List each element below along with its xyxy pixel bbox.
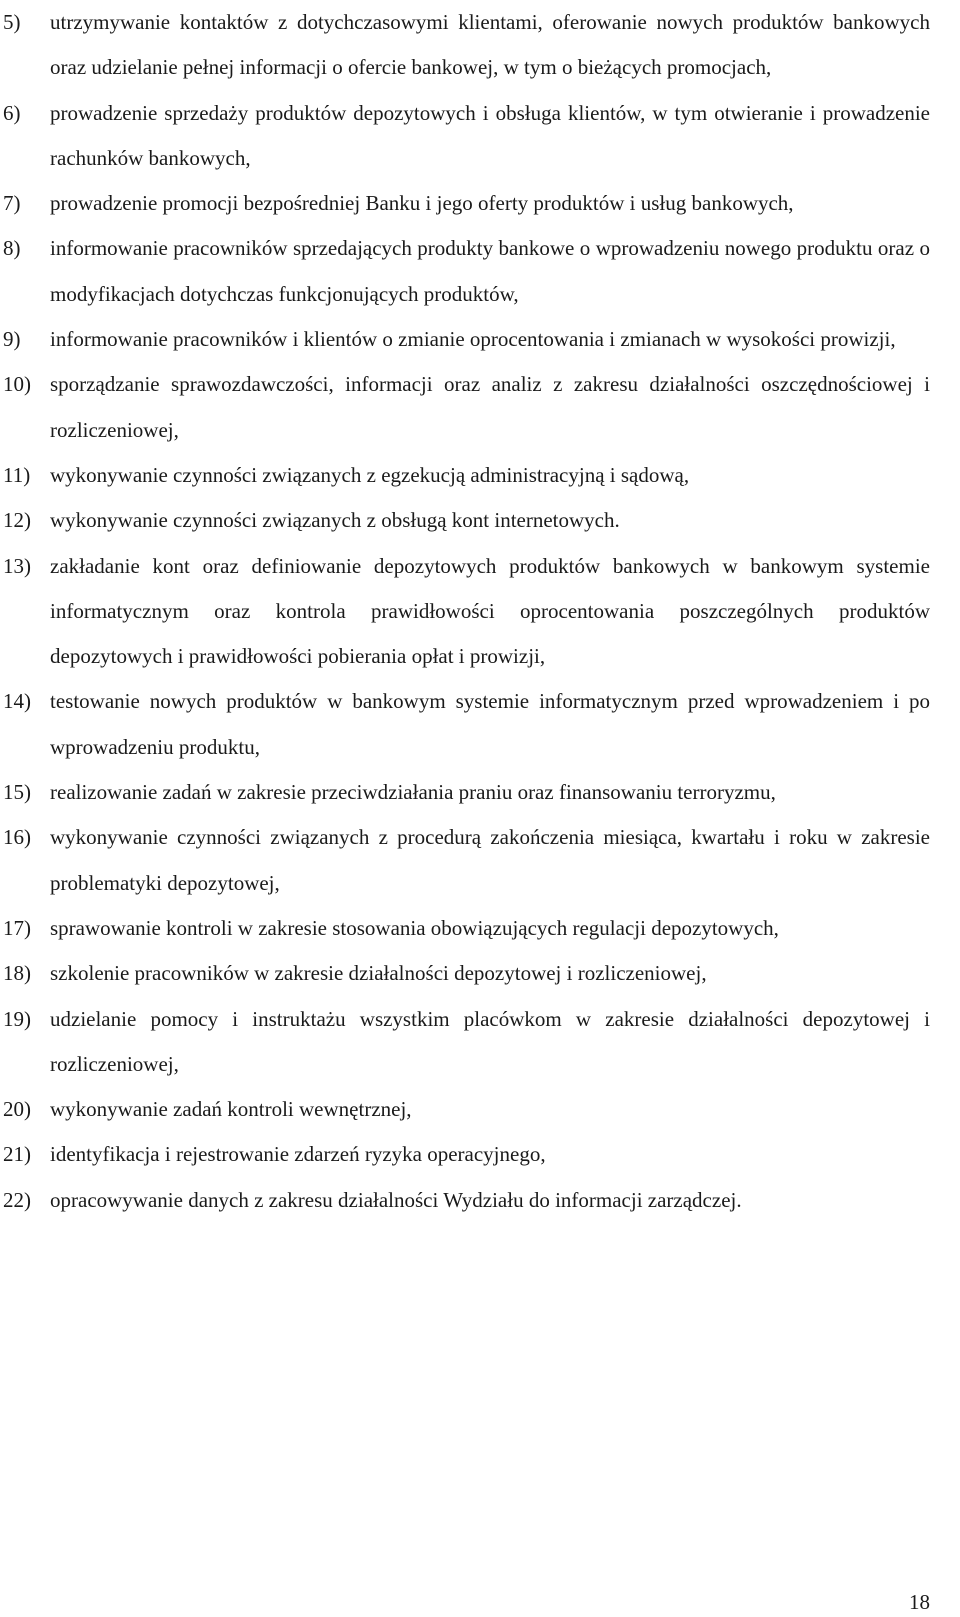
list-item-number: 14)	[3, 689, 31, 714]
list-item	[0, 453, 960, 498]
list-item-text: prowadzenie sprzedaży produktów depozytowych i obsługa klientów, w tym otwieranie i prowadzenie rachunków bankowych,	[50, 100, 930, 170]
list-item-number: 5)	[3, 10, 21, 34]
list-item-text: wykonywanie czynności związanych z obsługą kont internetowych.	[50, 508, 620, 533]
list-item-number: 15)	[3, 780, 31, 805]
list-item-number: 19)	[3, 1006, 31, 1031]
list-item	[0, 498, 960, 543]
list-item-number: 10)	[3, 372, 31, 397]
list-item	[0, 91, 960, 182]
list-item-number: 8)	[3, 236, 21, 261]
list-item	[0, 997, 960, 1088]
list-item-number: 21)	[3, 1142, 31, 1167]
list-item-text: informowanie pracowników sprzedających produkty bankowe o wprowadzeniu nowego produktu oraz o modyfikacjach dotychczas funkcjonujących produktów,	[50, 236, 930, 306]
list-item-text: opracowywanie danych z zakresu działalności Wydziału do informacji zarządczej.	[50, 1187, 742, 1212]
list-item	[0, 770, 960, 815]
page-number: 18	[909, 1590, 930, 1614]
list-item-number: 16)	[3, 825, 31, 850]
list-item-text: testowanie nowych produktów w bankowym systemie informatycznym przed wprowadzeniem i po wprowadzeniu produktu,	[50, 689, 930, 759]
list-item-text: wykonywanie czynności związanych z egzekucją administracyjną i sądową,	[50, 462, 690, 487]
list-item-text: szkolenie pracowników w zakresie działalności depozytowej i rozliczeniowej,	[50, 961, 707, 986]
list-item-number: 9)	[3, 327, 21, 352]
list-item-number: 11)	[3, 462, 31, 487]
list-item-text: prowadzenie promocji bezpośredniej Banku i jego oferty produktów i usług bankowych,	[50, 191, 794, 216]
list-item	[0, 1087, 960, 1132]
list-item-text: realizowanie zadań w zakresie przeciwdziałania praniu oraz finansowaniu terroryzmu,	[50, 780, 776, 805]
list-item-text: sporządzanie sprawozdawczości, informacji oraz analiz z zakresu działalności oszczędnościowej i rozliczeniowej,	[50, 372, 930, 442]
list-item-text: udzielanie pomocy i instruktażu wszystkim placówkom w zakresie działalności depozytowej i rozliczeniowej,	[50, 1006, 930, 1076]
list-item-text: wykonywanie czynności związanych z procedurą zakończenia miesiąca, kwartału i roku w zakresie problematyki depozytowej,	[50, 825, 930, 895]
list-item-number: 6)	[3, 100, 21, 125]
list-item	[0, 679, 960, 770]
list-item-number: 17)	[3, 915, 31, 940]
list-item	[0, 544, 960, 680]
list-item-number: 12)	[3, 508, 31, 533]
list-item-number: 20)	[3, 1097, 31, 1122]
list-item	[0, 906, 960, 951]
list-item-text: informowanie pracowników i klientów o zmianie oprocentowania i zmianach w wysokości prowizji,	[50, 327, 896, 352]
list-item	[0, 181, 960, 226]
list-item-number: 7)	[3, 191, 21, 216]
list-item-number: 18)	[3, 961, 31, 986]
list-item-text: identyfikacja i rejestrowanie zdarzeń ryzyka operacyjnego,	[50, 1142, 546, 1167]
list-item	[0, 0, 960, 91]
list-item-text: wykonywanie zadań kontroli wewnętrznej,	[50, 1097, 412, 1122]
list-item	[0, 1132, 960, 1177]
list-item-number: 22)	[3, 1187, 31, 1212]
list-item-text: zakładanie kont oraz definiowanie depozytowych produktów bankowych w bankowym systemie informatycznym oraz kontrola prawidłowości oprocentowania poszczególnych produktów depozytowych i prawidłowości pobierania opłat i prowizji,	[50, 553, 930, 669]
list-item-text: sprawowanie kontroli w zakresie stosowania obowiązujących regulacji depozytowych,	[50, 915, 779, 940]
list-item-text: utrzymywanie kontaktów z dotychczasowymi klientami, oferowanie nowych produktów bankowych oraz udzielanie pełnej informacji o ofercie bankowej, w tym o bieżących promocjach,	[50, 10, 930, 80]
list-item-number: 13)	[3, 553, 31, 578]
list-item	[0, 317, 960, 362]
list-item	[0, 362, 960, 453]
list-item	[0, 226, 960, 317]
list-item	[0, 815, 960, 906]
list-item	[0, 1178, 960, 1223]
list-item	[0, 951, 960, 996]
